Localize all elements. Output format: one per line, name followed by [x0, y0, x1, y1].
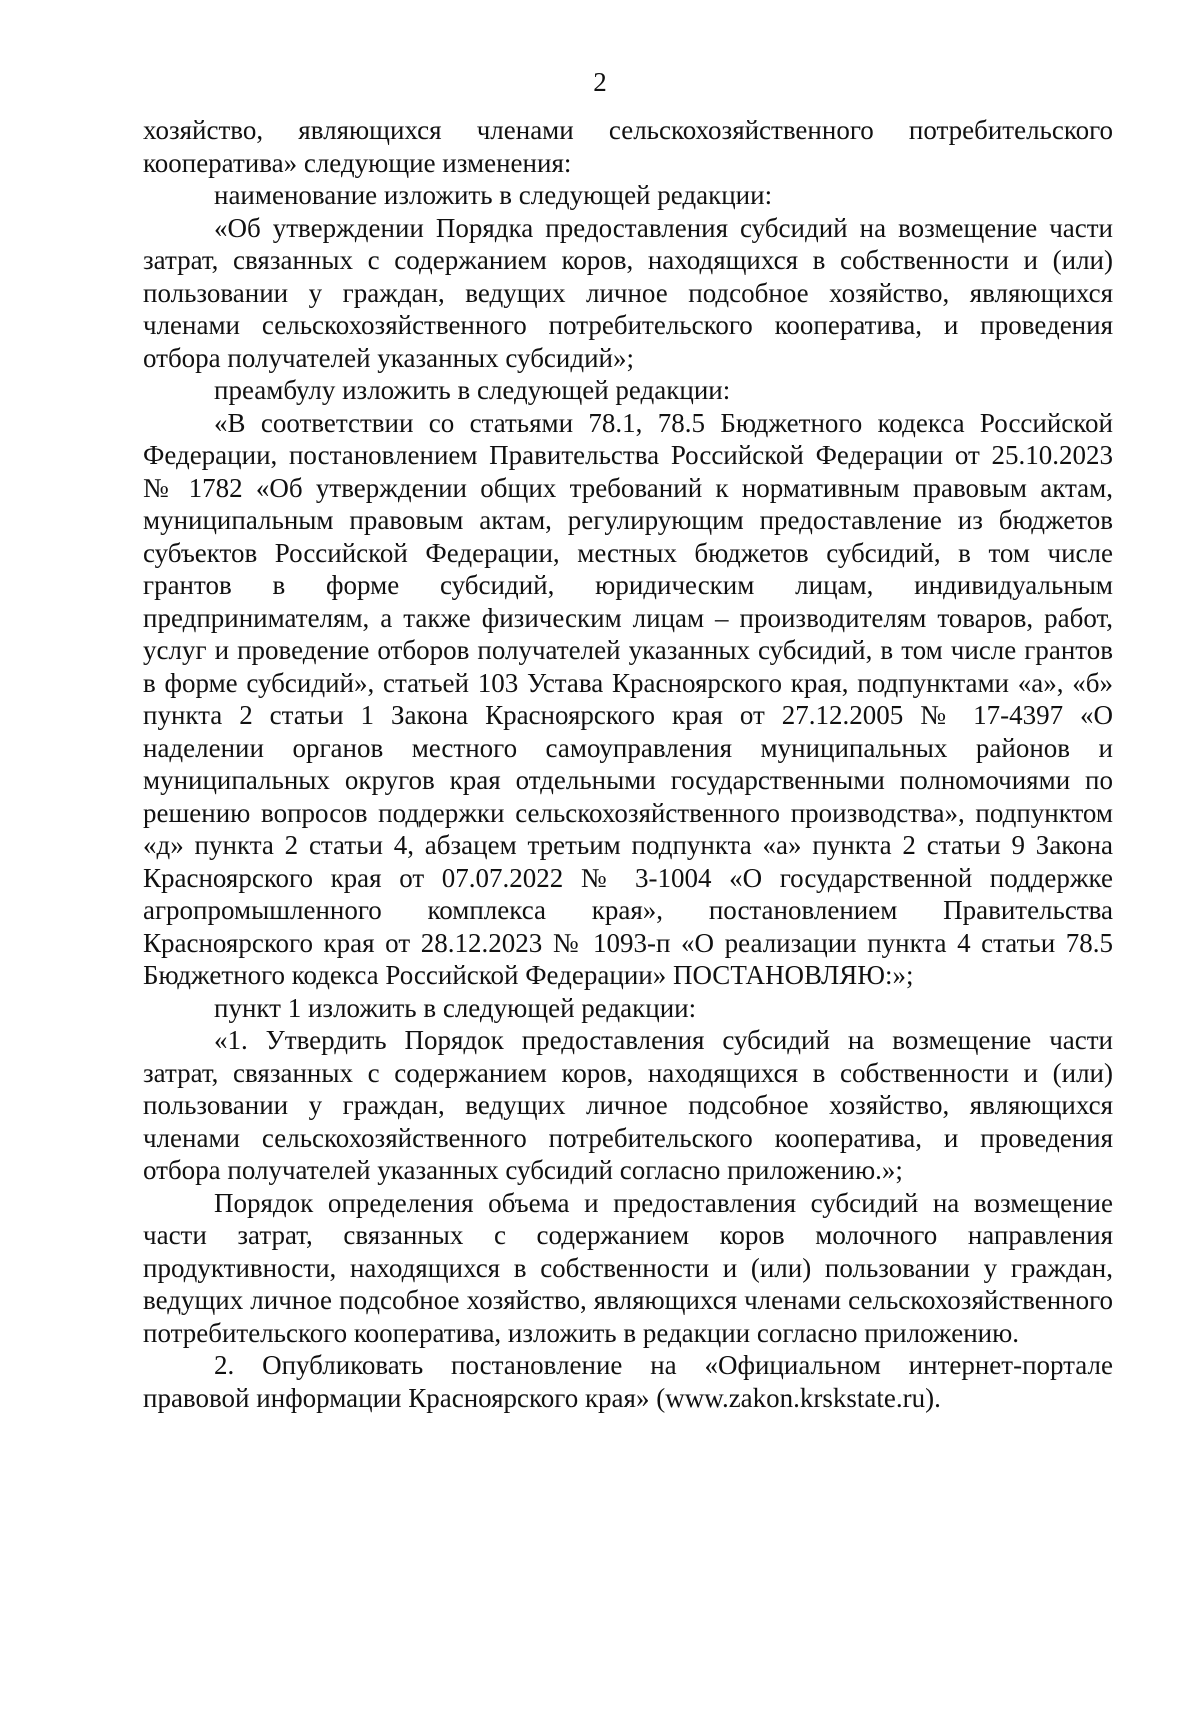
document-body [143, 114, 1113, 1414]
paragraph-5: «В соответствии со статьями 78.1, 78.5 Бюджетного кодекса Российской Федерации, постановлением Правительства Российской Федерации от 25.10.2023 № 1782 «Об утверждении общих требований к нормативным правовым актам, муниципальным правовым актам, регулирующим предоставление из бюджетов субъектов Российской Федерации, местных бюджетов субсидий, в том числе грантов в форме субсидий, юридическим лицам, индивидуальным предпринимателям, а также физическим лицам – производителям товаров, работ, услуг и проведение отборов получателей указанных субсидий, в том числе грантов в форме субсидий», статьей 103 Устава Красноярского края, подпунктами «а», «б» пункта 2 статьи 1 Закона Красноярского края от 27.12.2005 № 17-4397 «О наделении органов местного самоуправления муниципальных районов и муниципальных округов края отдельными государственными полномочиями по решению вопросов поддержки сельскохозяйственного производства», подпунктом «д» пункта 2 статьи 4, абзацем третьим подпункта «а» пункта 2 статьи 9 Закона Красноярского края от 07.07.2022 № 3-1004 «О государственной поддержке агропромышленного комплекса края», постановлением Правительства Красноярского края от 28.12.2023 № 1093-п «О реализации пункта 4 статьи 78.5 Бюджетного кодекса Российской Федерации» ПОСТАНОВЛЯЮ:»; [143, 407, 1113, 990]
paragraph-8: Порядок определения объема и предоставления субсидий на возмещение части затрат, связанных с содержанием коров молочного направления продуктивности, находящихся в собственности и (или) пользовании у граждан, ведущих личное подсобное хозяйство, являющихся членами сельскохозяйственного потребительского кооператива, изложить в редакции согласно приложению. [143, 1187, 1113, 1348]
paragraph-2: наименование изложить в следующей редакции: [214, 180, 773, 210]
page-number: 2 [593, 67, 607, 97]
paragraph-4: преамбулу изложить в следующей редакции: [214, 375, 731, 405]
paragraph-1: хозяйство, являющихся членами сельскохозяйственного потребительского кооператива» следующие изменения: [143, 115, 1113, 178]
paragraph-6: пункт 1 изложить в следующей редакции: [214, 992, 697, 1023]
paragraph-9: 2. Опубликовать постановление на «Официальном интернет-портале правовой информации Красноярского края» (www.zakon.krskstate.ru). [143, 1350, 1113, 1413]
paragraph-3: «Об утверждении Порядка предоставления субсидий на возмещение части затрат, связанных с содержанием коров, находящихся в собственности и (или) пользовании у граждан, ведущих личное подсобное хозяйство, являющихся членами сельскохозяйственного потребительского кооператива, и проведения отбора получателей указанных субсидий»; [143, 212, 1113, 373]
paragraph-7: «1. Утвердить Порядок предоставления субсидий на возмещение части затрат, связанных с содержанием коров, находящихся в собственности и (или) пользовании у граждан, ведущих личное подсобное хозяйство, являющихся членами сельскохозяйственного потребительского кооператива, и проведения отбора получателей указанных субсидий согласно приложению.»; [143, 1025, 1113, 1185]
